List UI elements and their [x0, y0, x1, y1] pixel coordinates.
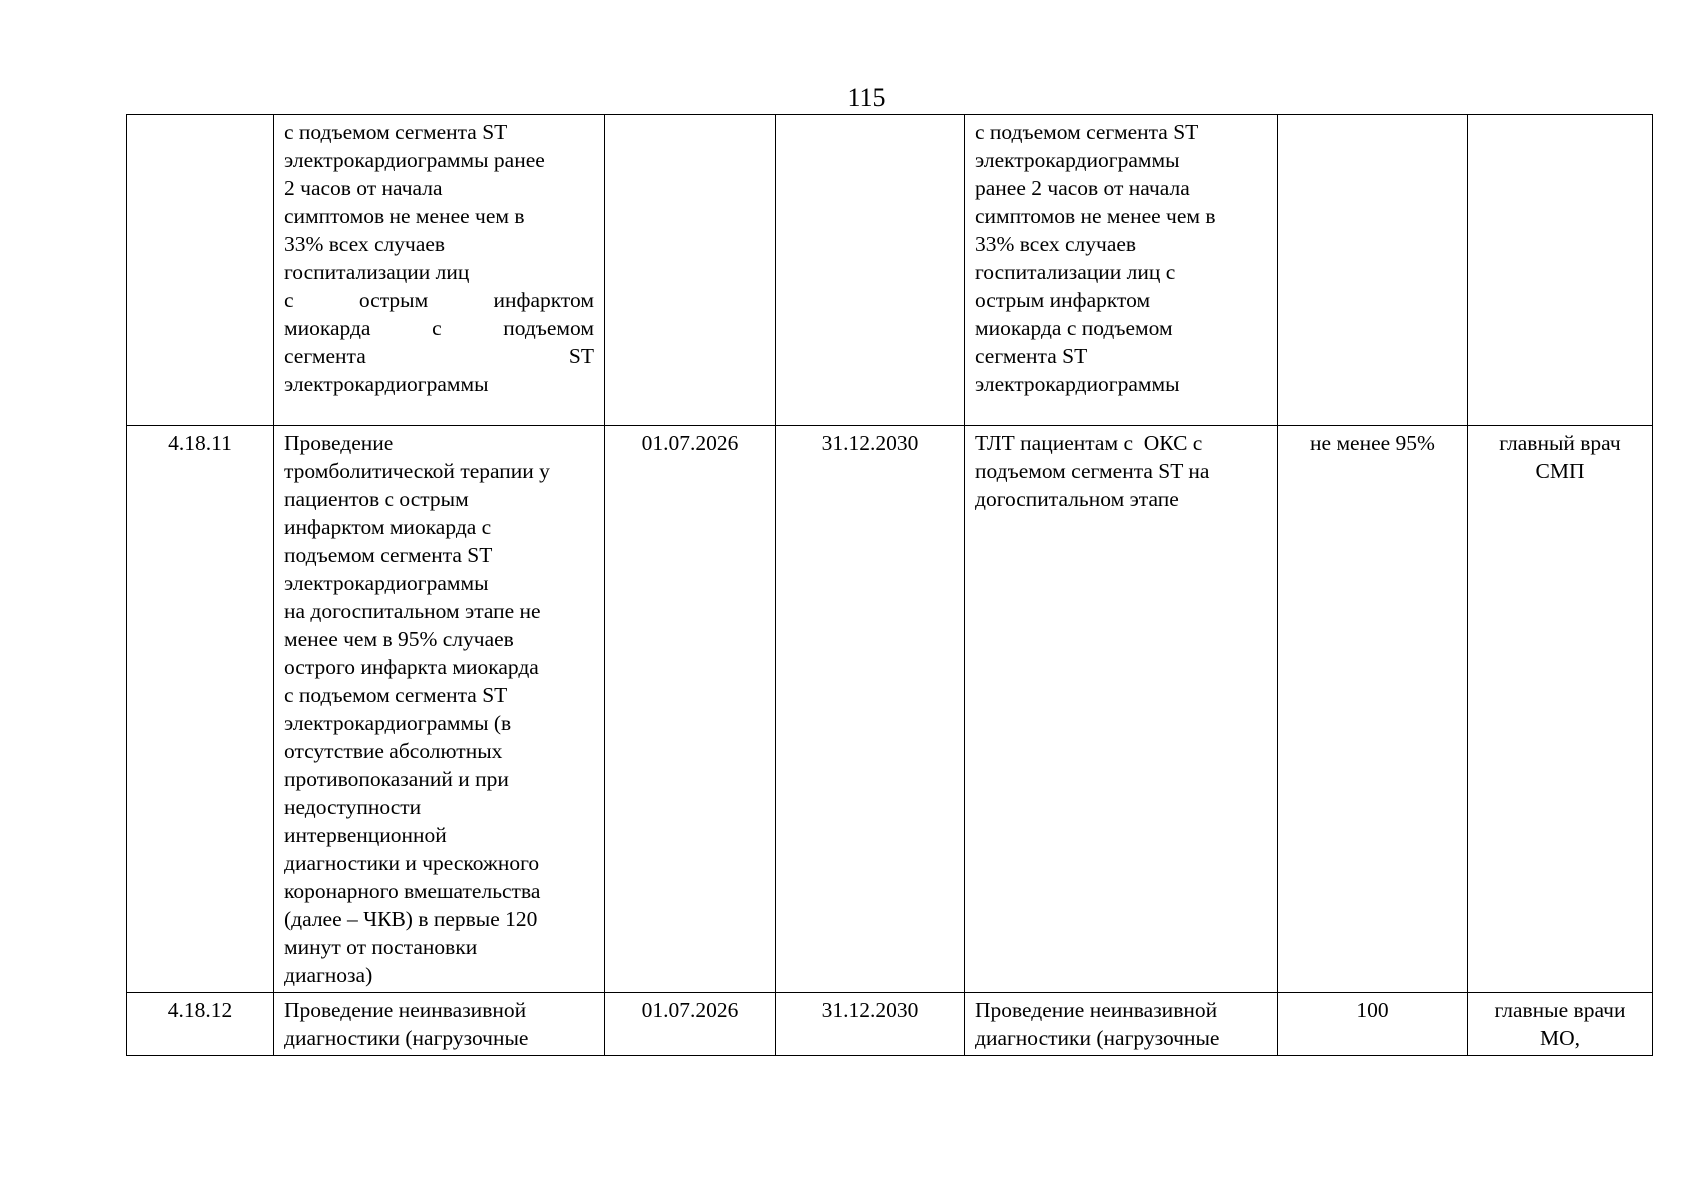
measure-line: менее чем в 95% случаев [284, 627, 514, 651]
cell-end-date [776, 115, 965, 426]
indicator-line: острым инфарктом [975, 288, 1151, 312]
indicator-line: электрокардиограммы [975, 148, 1180, 172]
measure-line: тромболитической терапии у [284, 459, 550, 483]
indicator-line: госпитализации лиц с [975, 260, 1176, 284]
cell-measure [274, 426, 605, 993]
cell-end-date: 31.12.2030 [776, 426, 965, 993]
cell-end-date: 31.12.2030 [776, 993, 965, 1056]
measure-line: противопоказаний и при [284, 767, 509, 791]
cell-number [127, 115, 274, 426]
cell-value: 100 [1278, 993, 1468, 1056]
measure-line: электрокардиограммы [284, 571, 489, 595]
measure-line: минут от постановки [284, 935, 478, 959]
indicator-line: симптомов не менее чем в [975, 204, 1216, 228]
cell-start-date [605, 115, 776, 426]
cell-indicator [965, 993, 1278, 1056]
measure-line: с подъемом сегмента ST [284, 683, 508, 707]
measure-line: электрокардиограммы ранее [284, 148, 545, 172]
measure-word: острым [358, 288, 429, 312]
measure-line: Проведение [284, 431, 394, 455]
measure-line: отсутствие абсолютных [284, 739, 503, 763]
cell-measure [274, 115, 605, 426]
measure-word: инфарктом [493, 288, 594, 312]
measure-line: недоступности [284, 795, 422, 819]
measure-line: пациентов с острым [284, 487, 469, 511]
cell-start-date: 01.07.2026 [605, 993, 776, 1056]
indicator-line: ранее 2 часов от начала [975, 176, 1190, 200]
measure-line: острого инфаркта миокарда [284, 655, 539, 679]
indicator-line: с подъемом сегмента ST [975, 120, 1199, 144]
measure-line: коронарного вмешательства [284, 879, 541, 903]
indicator-line: диагностики (нагрузочные [975, 1026, 1220, 1050]
measure-line: 33% всех случаев [284, 232, 446, 256]
responsible-line: МО, [1539, 1026, 1581, 1050]
responsible-line: главные врачи [1494, 998, 1626, 1022]
cell-value: не менее 95% [1278, 426, 1468, 993]
measure-line: электрокардиограммы [284, 372, 489, 396]
measure-line: Проведение неинвазивной [284, 998, 527, 1022]
cell-responsible [1468, 426, 1653, 993]
indicator-line: ТЛТ пациентам с ОКС с [975, 431, 1203, 455]
measure-word: сегмента [284, 344, 366, 368]
cell-number: 4.18.11 [127, 426, 274, 993]
cell-responsible [1468, 993, 1653, 1056]
measure-word: ST [568, 344, 594, 368]
measure-line: инфарктом миокарда с [284, 515, 492, 539]
page-number: 115 [847, 83, 886, 112]
measure-line: интервенционной [284, 823, 447, 847]
measure-line: электрокардиограммы (в [284, 711, 512, 735]
indicator-line: электрокардиограммы [975, 372, 1180, 396]
measure-line: госпитализации лиц [284, 260, 470, 284]
cell-responsible [1468, 115, 1653, 426]
measure-word: с [284, 288, 294, 312]
plan-table [126, 114, 1653, 1056]
cell-value [1278, 115, 1468, 426]
measure-line: 2 часов от начала [284, 176, 443, 200]
indicator-line: миокарда с подъемом [975, 316, 1173, 340]
measure-line: (далее – ЧКВ) в первые 120 [284, 907, 538, 931]
measure-word: миокарда [284, 316, 371, 340]
cell-indicator [965, 115, 1278, 426]
table-row [127, 426, 1653, 993]
indicator-line: сегмента ST [975, 344, 1088, 368]
responsible-line: главный врач [1499, 431, 1621, 455]
indicator-line: Проведение неинвазивной [975, 998, 1218, 1022]
measure-justified-line [284, 342, 594, 370]
measure-line: диагноза) [284, 963, 373, 987]
measure-line: подъемом сегмента ST [284, 543, 493, 567]
measure-line: диагностики (нагрузочные [284, 1026, 529, 1050]
cell-indicator [965, 426, 1278, 993]
measure-justified-line [284, 314, 594, 342]
measure-word: с [432, 316, 442, 340]
measure-line: с подъемом сегмента ST [284, 120, 508, 144]
cell-number: 4.18.12 [127, 993, 274, 1056]
measure-line: диагностики и чрескожного [284, 851, 540, 875]
responsible-line: СМП [1535, 459, 1585, 483]
measure-line: на догоспитальном этапе не [284, 599, 541, 623]
table-row [127, 993, 1653, 1056]
indicator-line: 33% всех случаев [975, 232, 1137, 256]
indicator-line: догоспитальном этапе [975, 487, 1179, 511]
cell-measure [274, 993, 605, 1056]
cell-start-date: 01.07.2026 [605, 426, 776, 993]
measure-line: симптомов не менее чем в [284, 204, 525, 228]
measure-word: подъемом [503, 316, 594, 340]
table-row-continuation [127, 115, 1653, 426]
indicator-line: подъемом сегмента ST на [975, 459, 1210, 483]
measure-justified-line [284, 286, 594, 314]
